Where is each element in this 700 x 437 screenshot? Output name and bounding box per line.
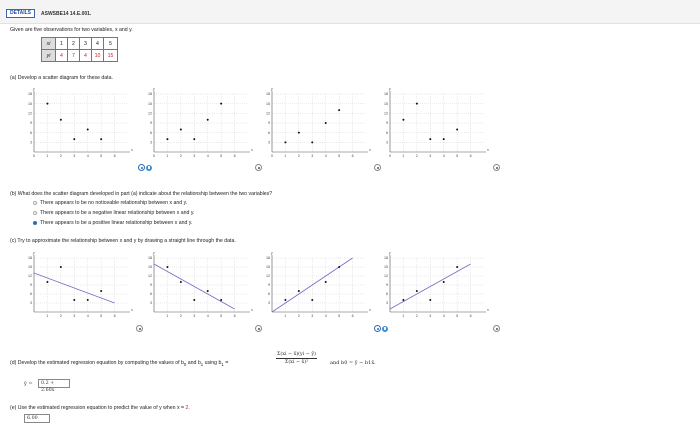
x-tick-label: 1 [46,154,49,158]
x-tick-label: 2 [415,154,418,158]
option-a1-radio[interactable] [138,164,145,171]
x-axis-label: x [251,148,253,152]
data-point [166,138,168,140]
data-point [73,138,75,140]
x-tick-label: 0 [33,154,35,158]
x-tick-label: 0 [271,154,273,158]
data-point [220,299,222,301]
x-tick-label: 2 [415,314,418,318]
part-e-text: (e) Use the estimated regression equation to predict the value of y when x = [10,405,186,411]
x-tick-label: 5 [100,314,103,318]
scatter-plot-a4 [376,86,488,162]
x-tick-label: 4 [206,314,209,318]
option-a2-radio[interactable] [255,164,262,171]
y-axis-label: y [153,251,155,255]
y-tick-label: 9 [386,121,388,126]
data-point [180,281,182,283]
x-tick-label: 3 [429,314,432,318]
x-tick-label: 5 [338,314,341,318]
y-tick-label: 9 [30,283,32,288]
y-tick-label: 18 [384,92,388,97]
data-point [73,299,75,301]
option-label: There appears to be no noticeable relationship between x and y. [40,200,188,206]
x-header: xi [42,38,56,50]
y-axis-label: y [389,251,391,255]
table-cell: 3 [80,38,92,50]
y-axis-label: y [389,87,391,91]
data-point [456,266,458,268]
part-d-text: using b [203,360,222,366]
y-axis-label: y [271,87,273,91]
x-tick-label: 1 [166,154,169,158]
x-tick-label: 4 [86,314,89,318]
x-tick-label: 4 [324,314,327,318]
y-tick-label: 9 [150,121,152,126]
x-tick-label: 4 [442,154,445,158]
data-point [338,266,340,268]
table-cell: 5 [104,38,118,50]
y-tick-label: 3 [268,140,270,145]
y-tick-label: 6 [30,292,32,297]
data-point [46,103,48,105]
y-tick-label: 15 [28,101,32,106]
data-point [284,299,286,301]
info-icon[interactable] [382,326,388,332]
y-axis-label: y [153,87,155,91]
table-cell: 15 [104,50,118,62]
x-tick-label: 2 [179,154,182,158]
y-tick-label: 12 [148,111,152,116]
y-tick-label: 18 [28,256,32,261]
x-tick-label: 1 [284,314,287,318]
x-tick-label: 3 [193,314,196,318]
data-point [87,299,89,301]
table-row-x [42,38,118,50]
y-tick-label: 3 [386,140,388,145]
option-label: There appears to be a negative linear relationship between x and y. [40,210,195,216]
data-point [87,128,89,130]
x-axis-label: x [487,148,489,152]
x-tick-label: 6 [113,314,116,318]
x-tick-label: 6 [351,154,354,158]
option-b-negative[interactable] [33,210,195,217]
table-cell: 2 [68,38,80,50]
y-tick-label: 12 [384,274,388,279]
data-point [207,119,209,121]
data-point [338,109,340,111]
table-cell: 7 [68,50,80,62]
x-tick-label: 5 [456,154,459,158]
data-point [443,281,445,283]
formula-numerator: Σ(xi − x̄)(yi − ȳ) [277,352,316,357]
x-tick-label: 3 [193,154,196,158]
y-tick-label: 15 [384,265,388,270]
y-tick-label: 18 [28,92,32,97]
y-tick-label: 6 [386,130,388,135]
data-point [402,299,404,301]
y-tick-label: 6 [30,130,32,135]
y-tick-label: 3 [268,301,270,306]
data-point [220,103,222,105]
x-tick-label: 2 [297,154,300,158]
data-point [311,299,313,301]
line-plot-c1 [20,250,132,322]
x-axis-label: x [487,308,489,312]
option-a3-radio[interactable] [374,164,381,171]
x-tick-label: 2 [297,314,300,318]
part-e-prompt [10,405,190,411]
part-c-prompt: (c) Try to approximate the relationship between x and y by drawing a straight line through the data. [10,238,236,244]
option-a4-radio[interactable] [493,164,500,171]
data-point [429,138,431,140]
part-d-text: and b [186,360,201,366]
table-cell: 4 [92,38,104,50]
y-tick-label: 18 [148,256,152,261]
data-point [416,290,418,292]
y-header: yi [42,50,56,62]
x-tick-label: 3 [73,314,76,318]
y-tick-label: 12 [266,111,270,116]
y-tick-label: 18 [266,256,270,261]
table-row-y [42,50,118,62]
x-tick-label: 3 [73,154,76,158]
data-point [298,132,300,134]
x-tick-label: 4 [324,154,327,158]
table-cell: 10 [92,50,104,62]
data-point [325,122,327,124]
b0-formula: and b0 = ȳ − b1x̄. [330,360,376,366]
y-tick-label: 12 [266,274,270,279]
y-tick-label: 12 [384,111,388,116]
y-tick-label: 3 [30,301,32,306]
y-tick-label: 3 [150,301,152,306]
x-tick-label: 1 [402,314,405,318]
x-tick-label: 4 [206,154,209,158]
x-tick-label: 5 [100,154,103,158]
x-tick-label: 6 [469,154,472,158]
data-point [166,266,168,268]
x-tick-label: 3 [429,154,432,158]
y-tick-label: 3 [386,301,388,306]
table-cell: 4 [56,50,68,62]
y-tick-label: 9 [30,121,32,126]
x-axis-label: x [131,148,133,152]
y-tick-label: 9 [150,283,152,288]
x-tick-label: 2 [179,314,182,318]
y-tick-label: 6 [268,292,270,297]
x-tick-label: 4 [442,314,445,318]
y-tick-label: 18 [384,256,388,261]
x-tick-label: 1 [284,154,287,158]
y-tick-label: 6 [386,292,388,297]
data-point [46,281,48,283]
problem-id: ASWSBE14 14.E.001. [41,11,92,17]
x-axis-label: x [369,308,371,312]
y-tick-label: 6 [268,130,270,135]
data-point [100,290,102,292]
y-tick-label: 15 [266,101,270,106]
scatter-plot-a3 [258,86,370,162]
x-tick-label: 0 [389,154,391,158]
table-cell: 4 [80,50,92,62]
data-point [443,138,445,140]
y-tick-label: 15 [28,265,32,270]
x-tick-label: 1 [46,314,49,318]
radio-indicator-selected[interactable] [33,221,37,225]
data-point [429,299,431,301]
prediction-answer-field[interactable]: 6.00 [24,414,50,423]
data-point [60,119,62,121]
x-tick-label: 6 [233,154,236,158]
data-point [402,119,404,121]
option-c1-radio[interactable] [136,325,143,332]
y-tick-label: 15 [266,265,270,270]
y-axis-label: y [33,251,35,255]
x-axis-label: x [251,308,253,312]
data-point [416,103,418,105]
y-axis-label: y [271,251,273,255]
option-b-positive[interactable] [33,220,193,227]
y-tick-label: 6 [150,130,152,135]
regression-answer-field[interactable]: 0.2 + 2.60x [38,379,70,388]
x-tick-label: 6 [469,314,472,318]
x-tick-label: 3 [311,154,314,158]
part-a-prompt: (a) Develop a scatter diagram for these data. [10,75,113,81]
yhat-label: ŷ = [24,381,33,387]
x-tick-label: 6 [233,314,236,318]
y-tick-label: 15 [148,101,152,106]
y-tick-label: 15 [148,265,152,270]
x-tick-label: 0 [153,154,155,158]
y-tick-label: 12 [148,274,152,279]
x-tick-label: 6 [113,154,116,158]
scatter-plot-a1 [20,86,132,162]
x-tick-label: 5 [456,314,459,318]
table-cell: 1 [56,38,68,50]
y-axis-label: y [33,87,35,91]
formula-denominator: Σ(xi − x̄)² [284,360,308,365]
y-tick-label: 9 [268,283,270,288]
part-d-prompt: (d) Develop the estimated regression equation by computing the values of $b_0$ and $b_1$ using $b_1$ = [10,360,229,368]
y-tick-label: 18 [266,92,270,97]
y-tick-label: 9 [386,283,388,288]
x-tick-label: 5 [338,154,341,158]
header-bar [0,0,700,24]
observations-table [41,37,118,62]
data-point [193,138,195,140]
x-tick-label: 6 [351,314,354,318]
y-tick-label: 9 [268,121,270,126]
part-d-text: = [223,360,229,366]
part-d-text: (d) Develop the estimated regression equation by computing the values of b [10,360,184,366]
data-point [311,141,313,143]
x-tick-label: 1 [402,154,405,158]
x-axis-label: x [131,308,133,312]
option-label: There appears to be a positive linear relationship between x and y. [40,220,193,226]
y-tick-label: 15 [384,101,388,106]
x-tick-label: 1 [166,314,169,318]
part-b-prompt: (b) What does the scatter diagram developed in part (a) indicate about the relationship between the two variables? [10,191,273,197]
y-tick-label: 3 [150,140,152,145]
data-point [456,128,458,130]
data-point [193,299,195,301]
line-plot-c4 [376,250,488,322]
option-c3-radio[interactable] [374,325,381,332]
data-point [325,281,327,283]
option-c2-radio[interactable] [255,325,262,332]
option-c4-radio[interactable] [493,325,500,332]
x-tick-label: 5 [220,314,223,318]
y-tick-label: 18 [148,92,152,97]
option-b-none[interactable] [33,200,188,207]
info-icon[interactable] [146,165,152,171]
x-axis-label: x [369,148,371,152]
data-point [180,128,182,130]
x-tick-label: 4 [86,154,89,158]
details-button[interactable]: DETAILS [6,9,35,18]
radio-indicator[interactable] [33,201,37,205]
data-point [60,266,62,268]
line-plot-c3 [258,250,370,322]
x-tick-label: 5 [220,154,223,158]
intro-text: Given are five observations for two variables, x and y. [10,27,133,33]
x-tick-label: 2 [59,314,62,318]
x-tick-label: 2 [59,154,62,158]
y-tick-label: 3 [30,140,32,145]
y-tick-label: 6 [150,292,152,297]
data-point [284,141,286,143]
scatter-plot-a2 [140,86,252,162]
b1-formula [276,352,317,365]
data-point [298,290,300,292]
radio-indicator[interactable] [33,211,37,215]
line-plot-c2 [140,250,252,322]
data-point [207,290,209,292]
data-point [100,138,102,140]
y-tick-label: 12 [28,111,32,116]
x-value: 2. [185,405,190,411]
y-tick-label: 12 [28,274,32,279]
x-tick-label: 3 [311,314,314,318]
